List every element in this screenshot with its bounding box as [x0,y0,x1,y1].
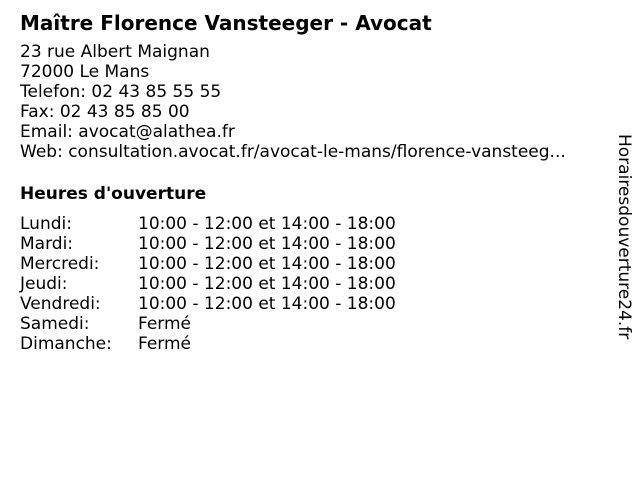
hours-time-value: 10:00 - 12:00 et 14:00 - 18:00 [138,254,396,274]
site-watermark: Horairesdouverture24.fr [614,134,634,340]
hours-time-value: Fermé [138,314,192,334]
hours-day-label: Vendredi: [20,294,101,314]
hours-row-friday [20,294,600,314]
phone-line: Telefon: 02 43 85 55 55 [20,82,222,102]
hours-day-label: Samedi: [20,314,90,334]
hours-time-value: 10:00 - 12:00 et 14:00 - 18:00 [138,234,396,254]
hours-row-monday [20,214,600,234]
hours-row-sunday [20,334,600,354]
hours-day-label: Lundi: [20,214,72,234]
address-street: 23 rue Albert Maignan [20,42,210,62]
business-title: Maître Florence Vansteeger - Avocat [20,11,432,35]
email-line: Email: avocat@alathea.fr [20,122,235,142]
hours-day-label: Dimanche: [20,334,112,354]
hours-row-saturday [20,314,600,334]
web-line: Web: consultation.avocat.fr/avocat-le-mans/florence-vansteeg... [20,142,566,162]
hours-time-value: 10:00 - 12:00 et 14:00 - 18:00 [138,294,396,314]
hours-day-label: Jeudi: [20,274,68,294]
hours-row-tuesday [20,234,600,254]
address-city: 72000 Le Mans [20,62,150,82]
hours-time-value: Fermé [138,334,192,354]
hours-time-value: 10:00 - 12:00 et 14:00 - 18:00 [138,274,396,294]
hours-row-wednesday [20,254,600,274]
opening-hours-table [20,214,600,354]
hours-time-value: 10:00 - 12:00 et 14:00 - 18:00 [138,214,396,234]
business-card [20,10,600,354]
hours-day-label: Mardi: [20,234,74,254]
contact-block [20,42,600,162]
fax-line: Fax: 02 43 85 85 00 [20,102,190,122]
hours-day-label: Mercredi: [20,254,100,274]
opening-hours-heading: Heures d'ouverture [20,184,207,204]
hours-row-thursday [20,274,600,294]
